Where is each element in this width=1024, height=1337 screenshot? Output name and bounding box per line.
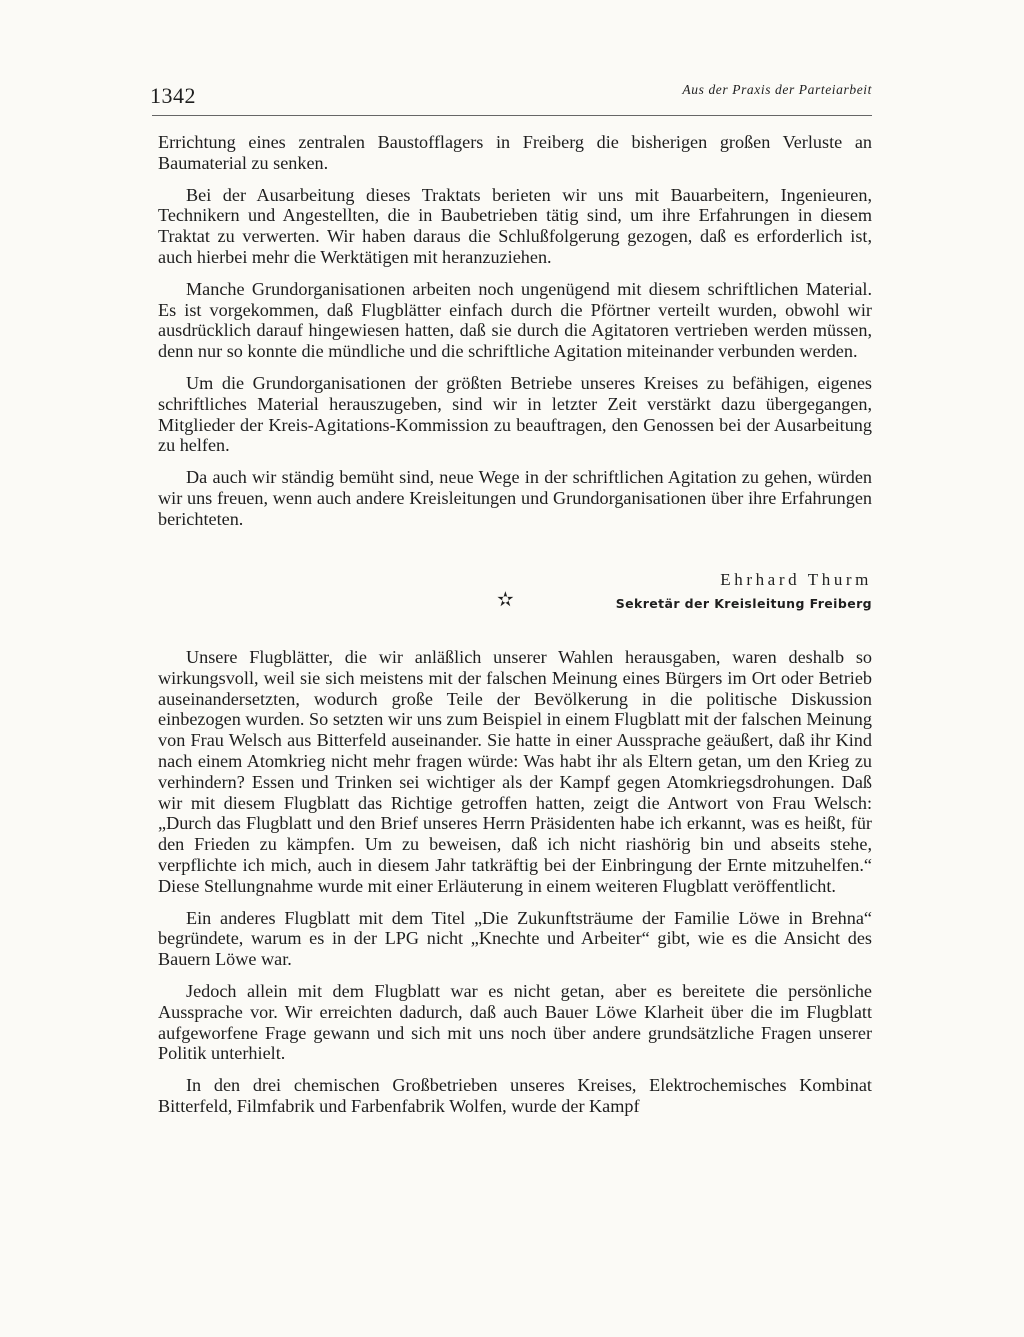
paragraph: Um die Grundorganisationen der größten Betriebe unseres Kreises zu befähigen, eigenes schriftliches Material herauszugeben, sind wir in letzter Zeit verstärkt dazu übergegangen, Mitglieder der Kreis-Agitations-Kommission zu beauftragen, den Genossen bei der Ausarbeitung zu helfen. — [158, 372, 872, 456]
paragraph: In den drei chemischen Großbetrieben unseres Kreises, Elektrochemisches Kombinat Bitterfeld, Filmfabrik und Farbenfabrik Wolfen, wurde der Kampf — [158, 1075, 872, 1116]
author-role: Sekretär der Kreisleitung Freiberg — [615, 596, 872, 611]
running-head-title: Aus der Praxis der Parteiarbeit — [682, 82, 872, 97]
paragraph: Manche Grundorganisationen arbeiten noch ungenügend mit diesem schriftlichen Material. Es ist vorgekommen, daß Flugblätter einfach durch die Pförtner verteilt wurden, obwohl wir ausdrücklich darauf hingewiesen hatten, daß sie durch die Agitatoren vertrieben werden müssen, denn nur so konnte die mündliche und die schriftliche Agitation miteinander verbunden werden. — [158, 278, 872, 362]
article-2-body — [158, 647, 872, 1128]
paragraph: Da auch wir ständig bemüht sind, neue Wege in der schriftlichen Agitation zu gehen, würden wir uns freuen, wenn auch andere Kreisleitungen und Grundorganisationen über ihre Erfahrungen berichteten. — [158, 467, 872, 529]
paragraph: Bei der Ausarbeitung dieses Traktats berieten wir uns mit Bauarbeitern, Ingenieuren, Technikern und Angestellten, die in Baubetrieben tätig sind, um ihre Erfahrungen in diesem Traktat zu verwerten. Wir haben daraus die Schlußfolgerung gezogen, daß es erforderlich ist, auch hierbei mehr die Werktätigen mit heranzuziehen. — [158, 184, 872, 267]
star-separator-icon: ✫ — [497, 589, 514, 611]
paragraph: Ein anderes Flugblatt mit dem Titel „Die Zukunftsträume der Familie Löwe in Brehna“ begründete, warum es in der LPG nicht „Knechte und Arbeiter“ gibt, wie es die Ansicht des Bauern Löwe war. — [158, 907, 872, 970]
paragraph: Unsere Flugblätter, die wir anläßlich unserer Wahlen herausgaben, waren deshalb so wirkungsvoll, weil sie sich meistens mit der falschen Meinung eines Bürgers im Ort oder Betrieb auseinandersetzten, wodurch große Teile der Bevölkerung in die politische Diskussion einbezogen wurden. So setzten wir uns zum Beispiel in einem Flugblatt mit der falschen Meinung von Frau Welsch aus Bitterfeld auseinander. Sie hatte in einer Aussprache geäußert, daß ihr Kind nach einem Atomkrieg nicht mehr fragen würde: Was habt ihr als Eltern getan, um den Krieg zu verhindern? Essen und Trinken sei wichtiger als der Kampf gegen Atomkriegsdrohungen. Daß wir mit diesem Flugblatt das Richtige getroffen hatten, zeigt die Antwort von Frau Welsch: „Durch das Flugblatt und den Brief unseres Herrn Präsidenten habe ich erkannt, was es heißt, für den Frieden zu kämpfen. Um zu beweisen, daß ich nicht riashörig bin und abseits stehe, verpflichte ich mich, auch in diesem Jahr tatkräftig bei der Einbringung der Ernte mitzuhelfen.“ Diese Stellungnahme wurde mit einer Erläuterung in einem weiteren Flugblatt veröffentlicht. — [158, 647, 872, 896]
author-name: Ehrhard Thurm — [720, 570, 872, 589]
header-divider — [152, 115, 872, 116]
paragraph: Errichtung eines zentralen Baustofflagers in Freiberg die bisherigen großen Verluste an Baumaterial zu senken. — [158, 132, 872, 173]
paragraph: Jedoch allein mit dem Flugblatt war es nicht getan, aber es bereitete die persönliche Aussprache vor. Wir erreichten dadurch, daß auch Bauer Löwe Klarheit über die im Flugblatt aufgeworfene Frage gewann und sich mit uns noch über andere grundsätzliche Fragen unserer Politik unterhielt. — [158, 980, 872, 1064]
article-1-body — [158, 132, 872, 541]
page-number: 1342 — [150, 83, 196, 108]
